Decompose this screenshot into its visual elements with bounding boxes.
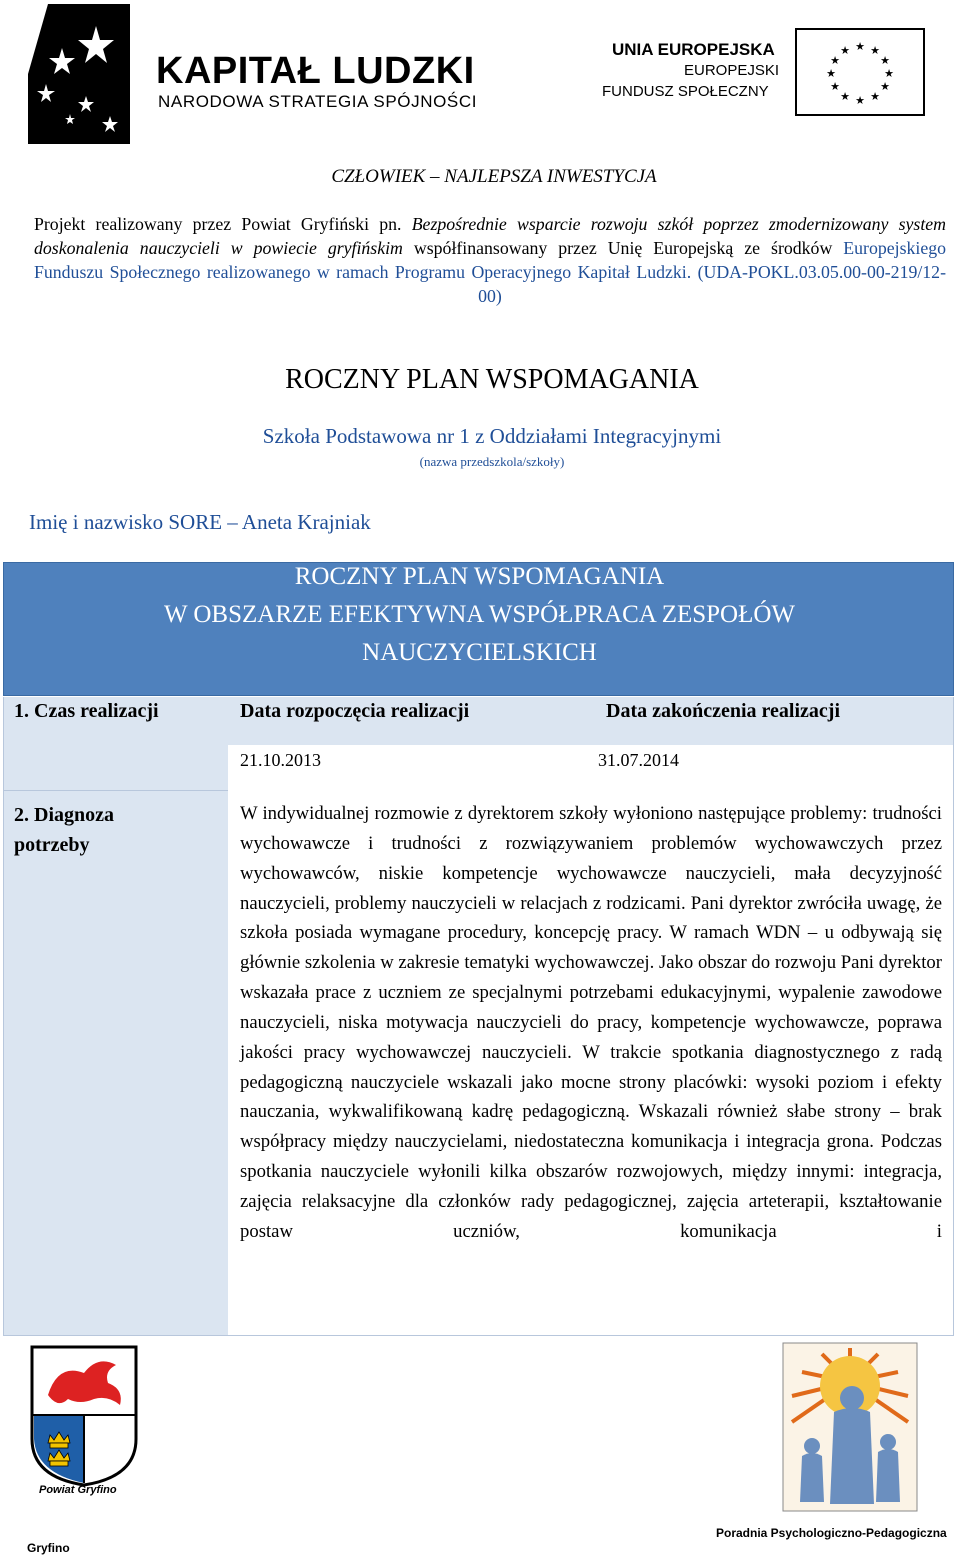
diagnoza-text: W indywidualnej rozmowie z dyrektorem szkoły wyłoniono następujące problemy: trudności wychowawcze i trudności z rozwiązywaniem problemów wychowawczych przez wychowawców, niskie kompetencje wychowawcze nauczycieli, mała decyzyjność nauczycieli, problemy nauczycieli w relacjach z rodzicami. Pani dyrektor zwróciła uwagę, że szkoła posiada wymagane procedury, koncepcję pracy. W ramach WDN – u odbywają się głównie szkolenia w zakresie tematyki wychowawczej. Jako obszar do rozwoju Pani dyrektor wskazała prace z uczniem ze specjalnymi potrzebami edukacyjnymi, wypalenie zawodowe nauczycieli, niska motywacja nauczycieli do pracy, kompetencje wychowawcze, poprawa jakości pracy wychowawczej nauczycieli. W trakcie spotkania diagnostycznego z radą pedagogiczną nauczyciele wskazali jako mocne strony placówki: wysoki poziom i efekty nauczania, wykwalifikowaną kadrę pedagogiczną. Wskazali również słabe strony – brak współpracy między nauczycielami, niedostateczna komunikacja i integracja grona. Podczas spotkania nauczyciele wyłonili kilka obszarów rozwojowych, między innymi: integracja, zajęcia relaksacyjne dla członków rady pedagogicznej, zajęcia arteterapii, kształtowanie postaw uczniów, komunikacja i: [240, 803, 942, 1242]
school-name-note: (nazwa przedszkola/szkoły): [419, 454, 565, 469]
svg-text:★: ★: [840, 90, 850, 103]
table-header-line-2: W OBSZARZE EFEKTYWNA WSPÓŁPRACA ZESPOŁÓW: [163, 601, 796, 628]
table-row-separator: [3, 790, 228, 791]
svg-text:★: ★: [870, 44, 880, 57]
project-part-3: współfinansowany przez Unię Europejską ze środków: [402, 238, 844, 258]
project-part-4: Europejskiego Funduszu Społecznego realizowanego w ramach Programu Operacyjnego Kapitał Ludzki.: [34, 238, 946, 282]
eu-line-1: UNIA EUROPEJSKA: [612, 40, 775, 59]
project-part-1: Projekt realizowany przez Powiat Gryfiński pn.: [34, 214, 412, 234]
footer-left-text: Gryfino: [27, 1541, 70, 1555]
czas-realizacji-label: 1. Czas realizacji: [14, 700, 159, 722]
diagnoza-label-line-2: potrzeby: [14, 834, 90, 856]
table-header: [3, 562, 954, 696]
end-date-label: Data zakończenia realizacji: [606, 700, 841, 722]
start-date-label: Data rozpoczęcia realizacji: [240, 700, 470, 722]
powiat-caption: Powiat Gryfino: [39, 1484, 117, 1496]
svg-text:★: ★: [870, 90, 880, 103]
project-name: Bezpośrednie wsparcie rozwoju szkół poprzez zmodernizowany system doskonalenia nauczycieli w powiecie gryfińskim: [34, 214, 947, 258]
table-right-border: [953, 697, 954, 1336]
table-left-column: [3, 697, 228, 1336]
school-name: Szkoła Podstawowa nr 1 z Oddziałami Integracyjnymi: [262, 424, 722, 448]
footer-right-text: Poradnia Psychologiczno-Pedagogiczna: [716, 1526, 947, 1540]
svg-text:★: ★: [855, 94, 865, 107]
diagnoza-label: [14, 800, 114, 860]
poradnia-sun-logo: [782, 1342, 918, 1512]
start-date-value: 21.10.2013: [240, 750, 321, 770]
svg-text:★: ★: [826, 67, 836, 80]
table-header-line-3: NAUCZYCIELSKICH: [362, 639, 597, 666]
powiat-gryfino-coat-of-arms: [28, 1343, 140, 1495]
eu-line-2: EUROPEJSKI: [684, 62, 780, 79]
table-bottom-border: [3, 1335, 954, 1336]
eu-flag-icon: [795, 28, 925, 116]
diagnoza-label-line-1: 2. Diagnoza: [14, 804, 114, 826]
table-header-line-1: ROCZNY PLAN WSPOMAGANIA: [294, 563, 665, 590]
eu-line-3: FUNDUSZ SPOŁECZNY: [602, 83, 769, 100]
svg-text:★: ★: [880, 54, 890, 67]
svg-text:★: ★: [855, 40, 865, 53]
end-date-value: 31.07.2014: [598, 750, 679, 770]
motto: CZŁOWIEK – NAJLEPSZA INWESTYCJA: [331, 166, 657, 187]
svg-text:★: ★: [830, 54, 840, 67]
project-code: (UDA-POKL.03.05.00-00-219/12-00): [478, 262, 946, 306]
plan-title: ROCZNY PLAN WSPOMAGANIA: [285, 364, 699, 395]
kapital-ludzki-logo: [26, 4, 146, 144]
svg-text:★: ★: [884, 67, 894, 80]
svg-text:★: ★: [830, 80, 840, 93]
project-description: [34, 212, 946, 308]
sore-name: Imię i nazwisko SORE – Aneta Krajniak: [29, 510, 371, 534]
kapital-ludzki-title: KAPITAŁ LUDZKI: [156, 50, 475, 92]
kapital-ludzki-subtitle: NARODOWA STRATEGIA SPÓJNOŚCI: [158, 92, 478, 111]
svg-text:★: ★: [840, 44, 850, 57]
svg-text:★: ★: [880, 80, 890, 93]
